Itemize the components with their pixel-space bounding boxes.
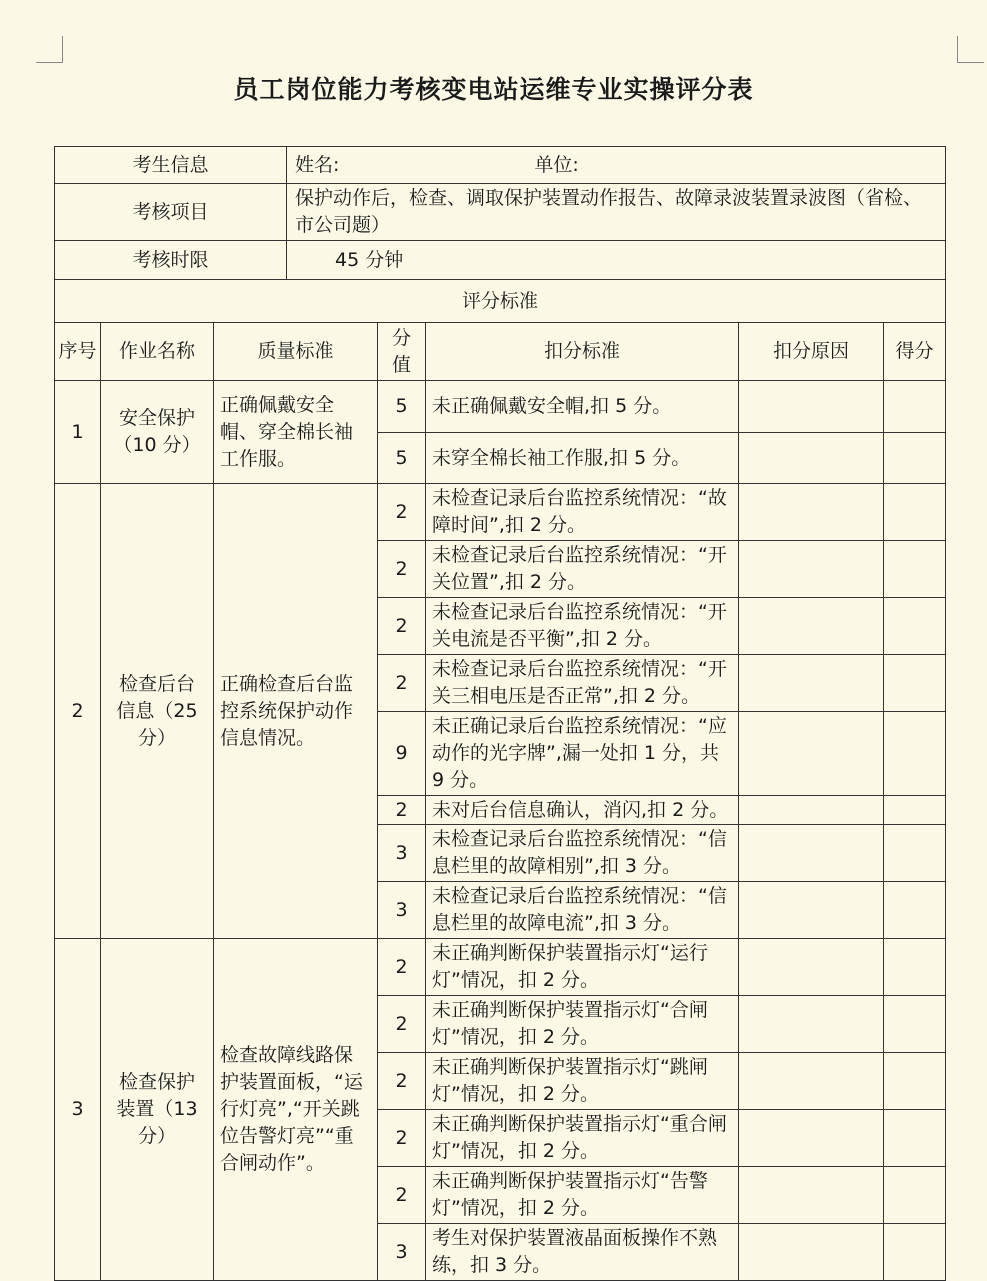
got-score-cell[interactable] — [884, 655, 946, 712]
got-score-cell[interactable] — [884, 433, 946, 484]
score-cell: 2 — [378, 1167, 426, 1224]
deduct-reason-cell[interactable] — [739, 825, 884, 882]
got-score-cell[interactable] — [884, 712, 946, 796]
deduct-reason-cell[interactable] — [739, 996, 884, 1053]
table-row — [55, 939, 946, 996]
candidate-info-row — [55, 147, 946, 184]
score-cell: 2 — [378, 598, 426, 655]
header-score: 分值 — [378, 323, 426, 381]
document-title: 员工岗位能力考核变电站运维专业实操评分表 — [233, 75, 754, 104]
header-got: 得分 — [884, 323, 946, 381]
got-score-cell[interactable] — [884, 484, 946, 541]
got-score-cell[interactable] — [884, 996, 946, 1053]
deduct-standard-cell: 未穿全棉长袖工作服,扣 5 分。 — [426, 433, 739, 484]
table-header-row — [55, 323, 946, 381]
time-limit-row — [55, 241, 946, 280]
score-cell: 3 — [378, 882, 426, 939]
seq-cell: 1 — [55, 381, 101, 484]
table-row — [55, 484, 946, 541]
score-cell: 3 — [378, 1224, 426, 1281]
got-score-cell[interactable] — [884, 1167, 946, 1224]
score-cell: 2 — [378, 655, 426, 712]
score-cell: 2 — [378, 996, 426, 1053]
deduct-standard-cell: 未检查记录后台监控系统情况：“开关电流是否平衡”,扣 2 分。 — [426, 598, 739, 655]
deduct-reason-cell[interactable] — [739, 1167, 884, 1224]
deduct-standard-cell: 未检查记录后台监控系统情况：“开关三相电压是否正常”,扣 2 分。 — [426, 655, 739, 712]
header-deduct: 扣分标准 — [426, 323, 739, 381]
page-corner-mark-top-right — [957, 36, 984, 63]
project-row — [55, 184, 946, 241]
seq-cell: 3 — [55, 939, 101, 1281]
got-score-cell[interactable] — [884, 598, 946, 655]
deduct-standard-cell: 未正确判断保护装置指示灯“合闸灯”情况，扣 2 分。 — [426, 996, 739, 1053]
candidate-info-label: 考生信息 — [55, 147, 287, 184]
score-cell: 2 — [378, 541, 426, 598]
scoring-table — [54, 146, 946, 1281]
deduct-standard-cell: 未检查记录后台监控系统情况：“故障时间”,扣 2 分。 — [426, 484, 739, 541]
got-score-cell[interactable] — [884, 796, 946, 825]
deduct-reason-cell[interactable] — [739, 1224, 884, 1281]
score-cell: 2 — [378, 484, 426, 541]
project-value: 保护动作后，检查、调取保护装置动作报告、故障录波装置录波图（省检、市公司题） — [287, 184, 946, 241]
deduct-standard-cell: 未正确佩戴安全帽,扣 5 分。 — [426, 381, 739, 433]
quality-standard-cell: 正确检查后台监控系统保护动作信息情况。 — [214, 484, 378, 939]
deduct-standard-cell: 未正确判断保护装置指示灯“告警灯”情况，扣 2 分。 — [426, 1167, 739, 1224]
score-cell: 3 — [378, 825, 426, 882]
header-seq: 序号 — [55, 323, 101, 381]
deduct-standard-cell: 考生对保护装置液晶面板操作不熟练，扣 3 分。 — [426, 1224, 739, 1281]
project-label: 考核项目 — [55, 184, 287, 241]
deduct-reason-cell[interactable] — [739, 1053, 884, 1110]
table-row — [55, 381, 946, 433]
deduct-standard-cell: 未对后台信息确认，消闪,扣 2 分。 — [426, 796, 739, 825]
section-title-row — [55, 280, 946, 323]
deduct-standard-cell: 未正确记录后台监控系统情况：“应动作的光字牌”,漏一处扣 1 分，共 9 分。 — [426, 712, 739, 796]
deduct-reason-cell[interactable] — [739, 433, 884, 484]
score-cell: 2 — [378, 939, 426, 996]
header-work: 作业名称 — [101, 323, 214, 381]
deduct-reason-cell[interactable] — [739, 882, 884, 939]
score-cell: 2 — [378, 1053, 426, 1110]
deduct-standard-cell: 未正确判断保护装置指示灯“跳闸灯”情况，扣 2 分。 — [426, 1053, 739, 1110]
deduct-reason-cell[interactable] — [739, 939, 884, 996]
got-score-cell[interactable] — [884, 1224, 946, 1281]
deduct-reason-cell[interactable] — [739, 381, 884, 433]
header-quality: 质量标准 — [214, 323, 378, 381]
score-cell: 2 — [378, 1110, 426, 1167]
deduct-reason-cell[interactable] — [739, 655, 884, 712]
name-label: 姓名: — [295, 153, 340, 176]
time-limit-value: 45 分钟 — [287, 241, 946, 280]
got-score-cell[interactable] — [884, 1110, 946, 1167]
deduct-standard-cell: 未正确判断保护装置指示灯“运行灯”情况，扣 2 分。 — [426, 939, 739, 996]
quality-standard-cell: 正确佩戴安全帽、穿全棉长袖工作服。 — [214, 381, 378, 484]
deduct-reason-cell[interactable] — [739, 484, 884, 541]
got-score-cell[interactable] — [884, 1053, 946, 1110]
deduct-reason-cell[interactable] — [739, 712, 884, 796]
work-name-cell: 安全保护（10 分） — [101, 381, 214, 484]
deduct-standard-cell: 未检查记录后台监控系统情况：“信息栏里的故障电流”,扣 3 分。 — [426, 882, 739, 939]
seq-cell: 2 — [55, 484, 101, 939]
work-name-cell: 检查后台信息（25 分） — [101, 484, 214, 939]
page-corner-mark-top-left — [36, 36, 63, 63]
score-cell: 5 — [378, 433, 426, 484]
got-score-cell[interactable] — [884, 381, 946, 433]
score-cell: 9 — [378, 712, 426, 796]
got-score-cell[interactable] — [884, 825, 946, 882]
time-limit-label: 考核时限 — [55, 241, 287, 280]
score-cell: 2 — [378, 796, 426, 825]
got-score-cell[interactable] — [884, 882, 946, 939]
deduct-reason-cell[interactable] — [739, 598, 884, 655]
deduct-reason-cell[interactable] — [739, 1110, 884, 1167]
deduct-standard-cell: 未正确判断保护装置指示灯“重合闸灯”情况，扣 2 分。 — [426, 1110, 739, 1167]
work-name-cell: 检查保护装置（13 分） — [101, 939, 214, 1281]
deduct-reason-cell[interactable] — [739, 796, 884, 825]
section-title: 评分标准 — [55, 280, 946, 323]
got-score-cell[interactable] — [884, 939, 946, 996]
score-cell: 5 — [378, 381, 426, 433]
deduct-standard-cell: 未检查记录后台监控系统情况：“信息栏里的故障相别”,扣 3 分。 — [426, 825, 739, 882]
deduct-standard-cell: 未检查记录后台监控系统情况：“开关位置”,扣 2 分。 — [426, 541, 739, 598]
deduct-reason-cell[interactable] — [739, 541, 884, 598]
got-score-cell[interactable] — [884, 541, 946, 598]
header-reason: 扣分原因 — [739, 323, 884, 381]
quality-standard-cell: 检查故障线路保护装置面板，“运行灯亮”,“开关跳位告警灯亮”“重合闸动作”。 — [214, 939, 378, 1281]
unit-label: 单位: — [534, 153, 579, 176]
